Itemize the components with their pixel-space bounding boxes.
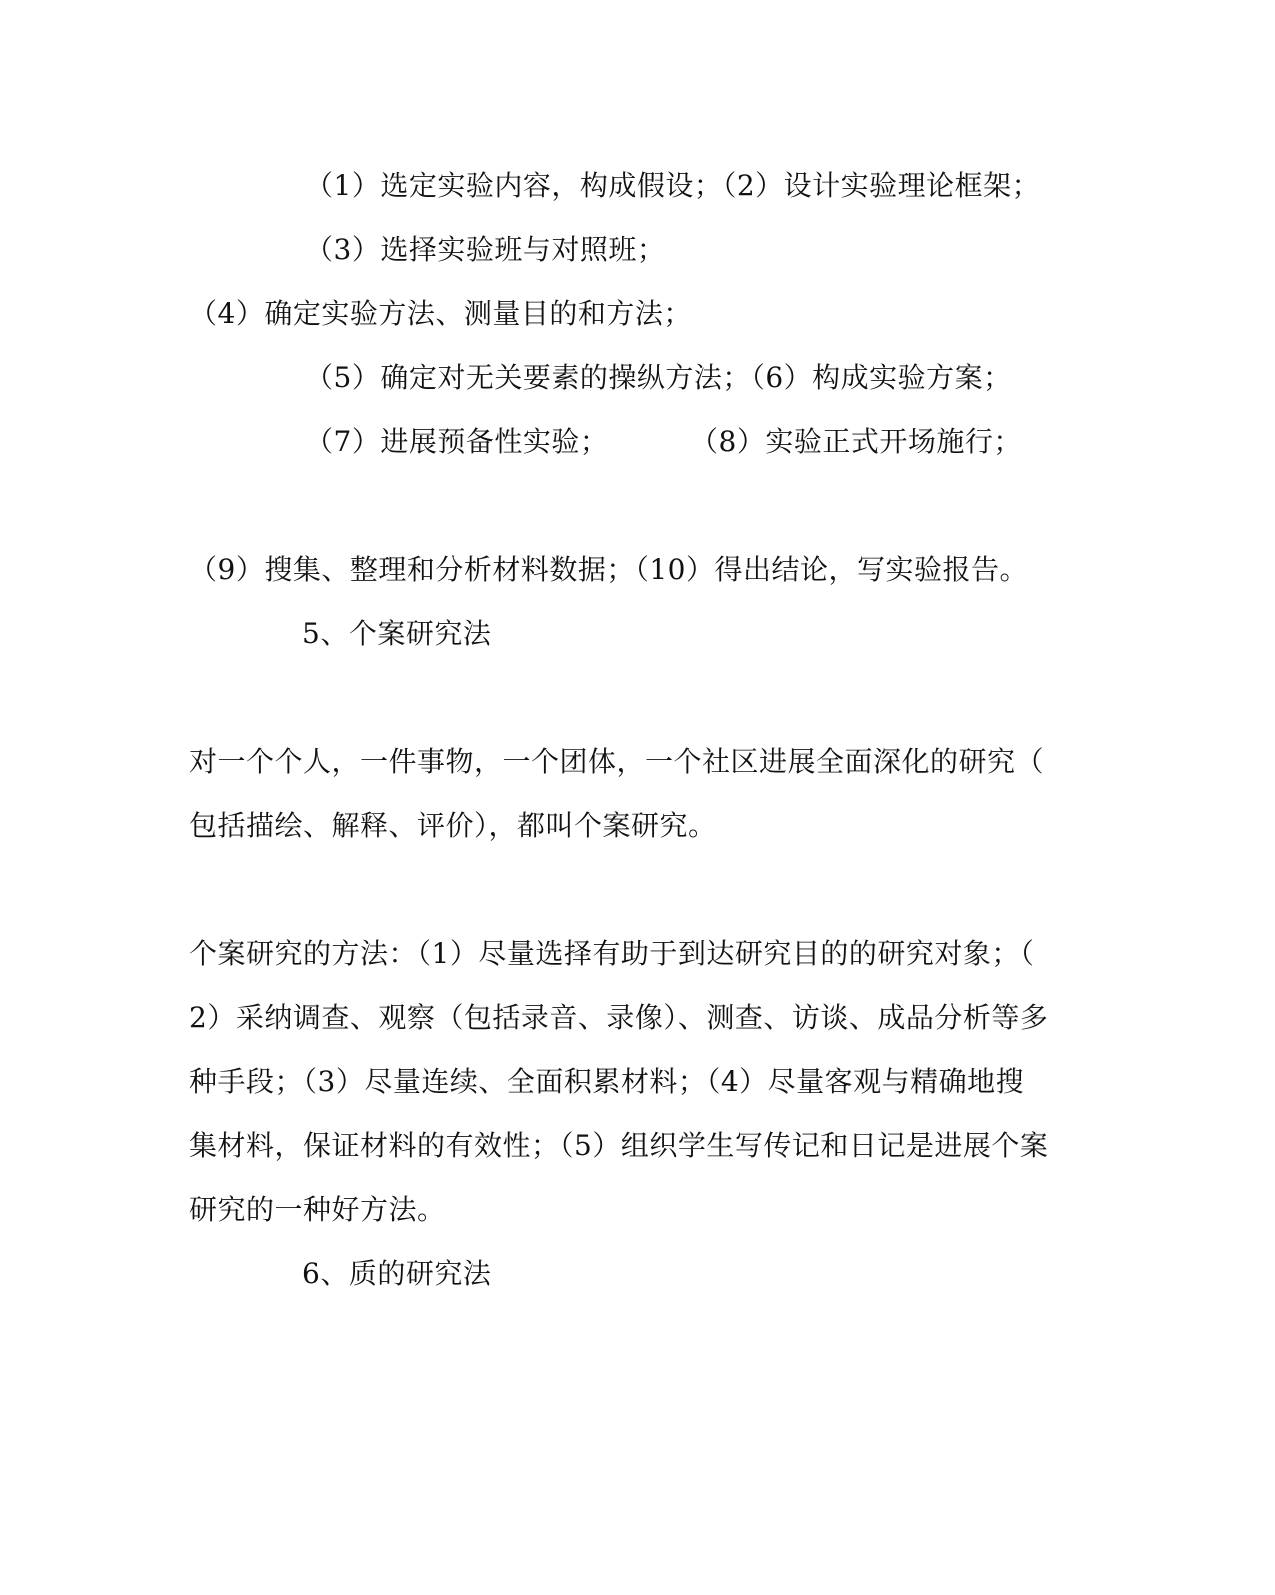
methods-line: 2）采纳调查、观察（包括录音、录像）、测查、访谈、成品分析等多 xyxy=(189,1001,1049,1034)
section-5-definition xyxy=(189,730,1069,858)
methods-line: 研究的一种好方法。 xyxy=(189,1193,446,1226)
section-5-heading: 5、个案研究法 xyxy=(302,617,492,650)
definition-line: 包括描绘、解释、评价），都叫个案研究。 xyxy=(189,809,717,842)
section-6-heading: 6、质的研究法 xyxy=(302,1257,492,1290)
methods-line: 种手段；（3）尽量连续、全面积累材料；（4）尽量客观与精确地搜 xyxy=(189,1065,1025,1098)
step-line-2: （3）选择实验班与对照班； xyxy=(305,233,666,266)
step-line-5a: （7）进展预备性实验； xyxy=(305,425,609,458)
step-line-4: （5）确定对无关要素的操纵方法；（6）构成实验方案； xyxy=(305,361,1012,394)
step-line-3: （4）确定实验方法、测量目的和方法； xyxy=(189,297,692,330)
step-line-1: （1）选定实验内容，构成假设；（2）设计实验理论框架； xyxy=(305,169,1041,202)
methods-line: 集材料，保证材料的有效性；（5）组织学生写传记和日记是进展个案 xyxy=(189,1129,1049,1162)
section-5-methods xyxy=(189,922,1069,1242)
step-line-6: （9）搜集、整理和分析材料数据；（10）得出结论，写实验报告。 xyxy=(189,553,1028,586)
methods-line: 个案研究的方法：（1）尽量选择有助于到达研究目的的研究对象；（ xyxy=(189,937,1035,970)
definition-line: 对一个个人，一件事物，一个团体，一个社区进展全面深化的研究（ xyxy=(189,745,1045,778)
step-line-5b: （8）实验正式开场施行； xyxy=(690,425,1022,458)
